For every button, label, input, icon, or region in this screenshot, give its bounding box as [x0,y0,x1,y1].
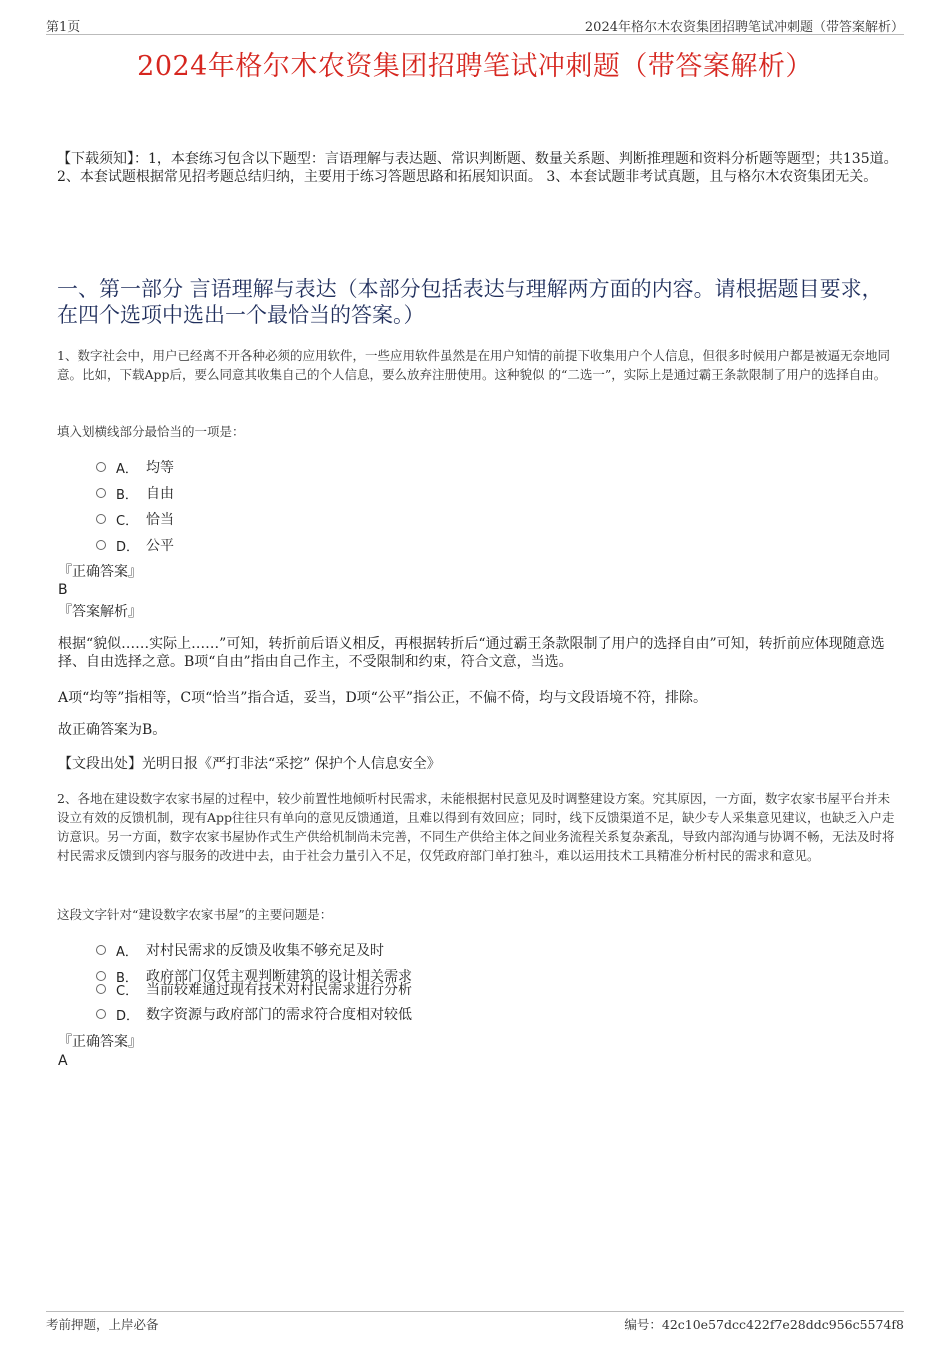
option-key: C． [116,983,139,999]
option-text: 对村民需求的反馈及收集不够充足及时 [146,943,384,959]
option-key: B． [116,487,138,503]
option-key: D． [116,1008,140,1024]
download-notice: 【下载须知】：1，本套练习包含以下题型：言语理解与表达题、常识判断题、数量关系题、判断推理题和资料分析题等题型；共135道。 2、本套试题根据常见招考题总结归纳，主要用于练习答题思路和拓展知识面。 3、本套试题非考试真题，且与格尔木农资集团无关。 [57,151,898,185]
question-1-option-c[interactable] [96,509,174,529]
radio-icon[interactable] [96,488,106,498]
question-1-analysis-label: 『答案解析』 [58,604,142,620]
option-key: D． [116,539,140,555]
option-text: 当前较难通过现有技术对村民需求进行分析 [146,982,412,998]
question-1-answer-label: 『正确答案』 [58,564,142,580]
footer-doc-id: 编号：42c10e57dcc422f7e28ddc956c5574f8 [624,1317,904,1332]
question-1-analysis-para: 故正确答案为B。 [58,722,167,738]
question-1-option-b[interactable] [96,483,174,503]
question-2-prompt: 这段文字针对“建设数字农家书屋”的主要问题是： [57,907,333,922]
option-key: A． [116,461,138,477]
question-1-answer: B [58,582,68,598]
footer-slogan: 考前押题，上岸必备 [46,1317,159,1332]
page-number: 第1页 [46,20,81,35]
question-1-prompt: 填入划横线部分最恰当的一项是： [57,424,245,439]
page-footer [46,1311,904,1332]
option-key: C． [116,513,139,529]
question-1-text: 1、数字社会中，用户已经离不开各种必须的应用软件，一些应用软件虽然是在用户知情的前提下收集用户个人信息，但很多时候用户都是被逼无奈地同意。比如，下载App后，要么同意其收集自己的个人信息，要么放弃注册使用。这种貌似 的“二选一”，实际上是通过霸王条款限制了用户的选择自由。 [57,348,890,382]
header-doc-title: 2024年格尔木农资集团招聘笔试冲刺题（带答案解析） [584,20,904,35]
radio-icon[interactable] [96,984,106,994]
question-2-option-a[interactable] [96,940,384,960]
question-1-source: 【文段出处】光明日报《严打非法“采挖” 保护个人信息安全》 [58,756,441,772]
question-1-option-d[interactable] [96,535,174,555]
radio-icon[interactable] [96,945,106,955]
question-2-text: 2、各地在建设数字农家书屋的过程中，较少前置性地倾听村民需求，未能根据村民意见及时调整建设方案。究其原因，一方面，数字农家书屋平台并未设立有效的反馈机制，现有App往往只有单向的意见反馈通道，且难以得到有效回应；同时，线下反馈渠道不足，缺少专人采集意见建议，也缺乏入户走访意识。另一方面，数字农家书屋协作式生产供给机制尚未完善，不同生产供给主体之间业务流程关系复杂紊乱，导致内部沟通与协调不畅，无法及时将村民需求反馈到内容与服务的改进中去，由于社会力量引入不足，仅凭政府部门单打独斗，难以运用技术工具精准分析村民的需求和意见。 [57,791,895,863]
question-1-option-a[interactable] [96,457,174,477]
question-2-answer: A [58,1053,68,1069]
radio-icon[interactable] [96,514,106,524]
question-2-option-d[interactable] [96,1004,412,1024]
question-2-answer-label: 『正确答案』 [58,1034,142,1050]
document-title: 2024年格尔木农资集团招聘笔试冲刺题（带答案解析） [137,51,813,82]
option-text: 政府部门仅凭主观判断建筑的设计相关需求 [146,969,412,985]
option-text: 公平 [146,538,174,554]
option-text: 自由 [146,486,174,502]
radio-icon[interactable] [96,1009,106,1019]
option-text: 数字资源与政府部门的需求符合度相对较低 [146,1007,412,1023]
question-1-analysis-para: A项“均等”指相等，C项“恰当”指合适，妥当，D项“公平”指公正，不偏不倚，均与文段语境不符，排除。 [58,690,707,706]
option-text: 均等 [146,460,174,476]
option-key: B． [116,970,138,986]
page-header [46,14,904,35]
radio-icon[interactable] [96,462,106,472]
section-heading: 一、第一部分 言语理解与表达（本部分包括表达与理解两方面的内容。请根据题目要求，在四个选项中选出一个最恰当的答案。） [57,277,883,327]
option-text: 恰当 [146,512,174,528]
question-1-analysis-para: 根据“貌似……实际上……”可知，转折前后语义相反，再根据转折后“通过霸王条款限制了用户的选择自由”可知，转折前应体现随意选择、自由选择之意。B项“自由”指由自己作主，不受限制和约束，符合文意，当选。 [58,636,885,670]
question-2-option-c[interactable] [96,979,412,999]
option-key: A． [116,944,138,960]
radio-icon[interactable] [96,540,106,550]
